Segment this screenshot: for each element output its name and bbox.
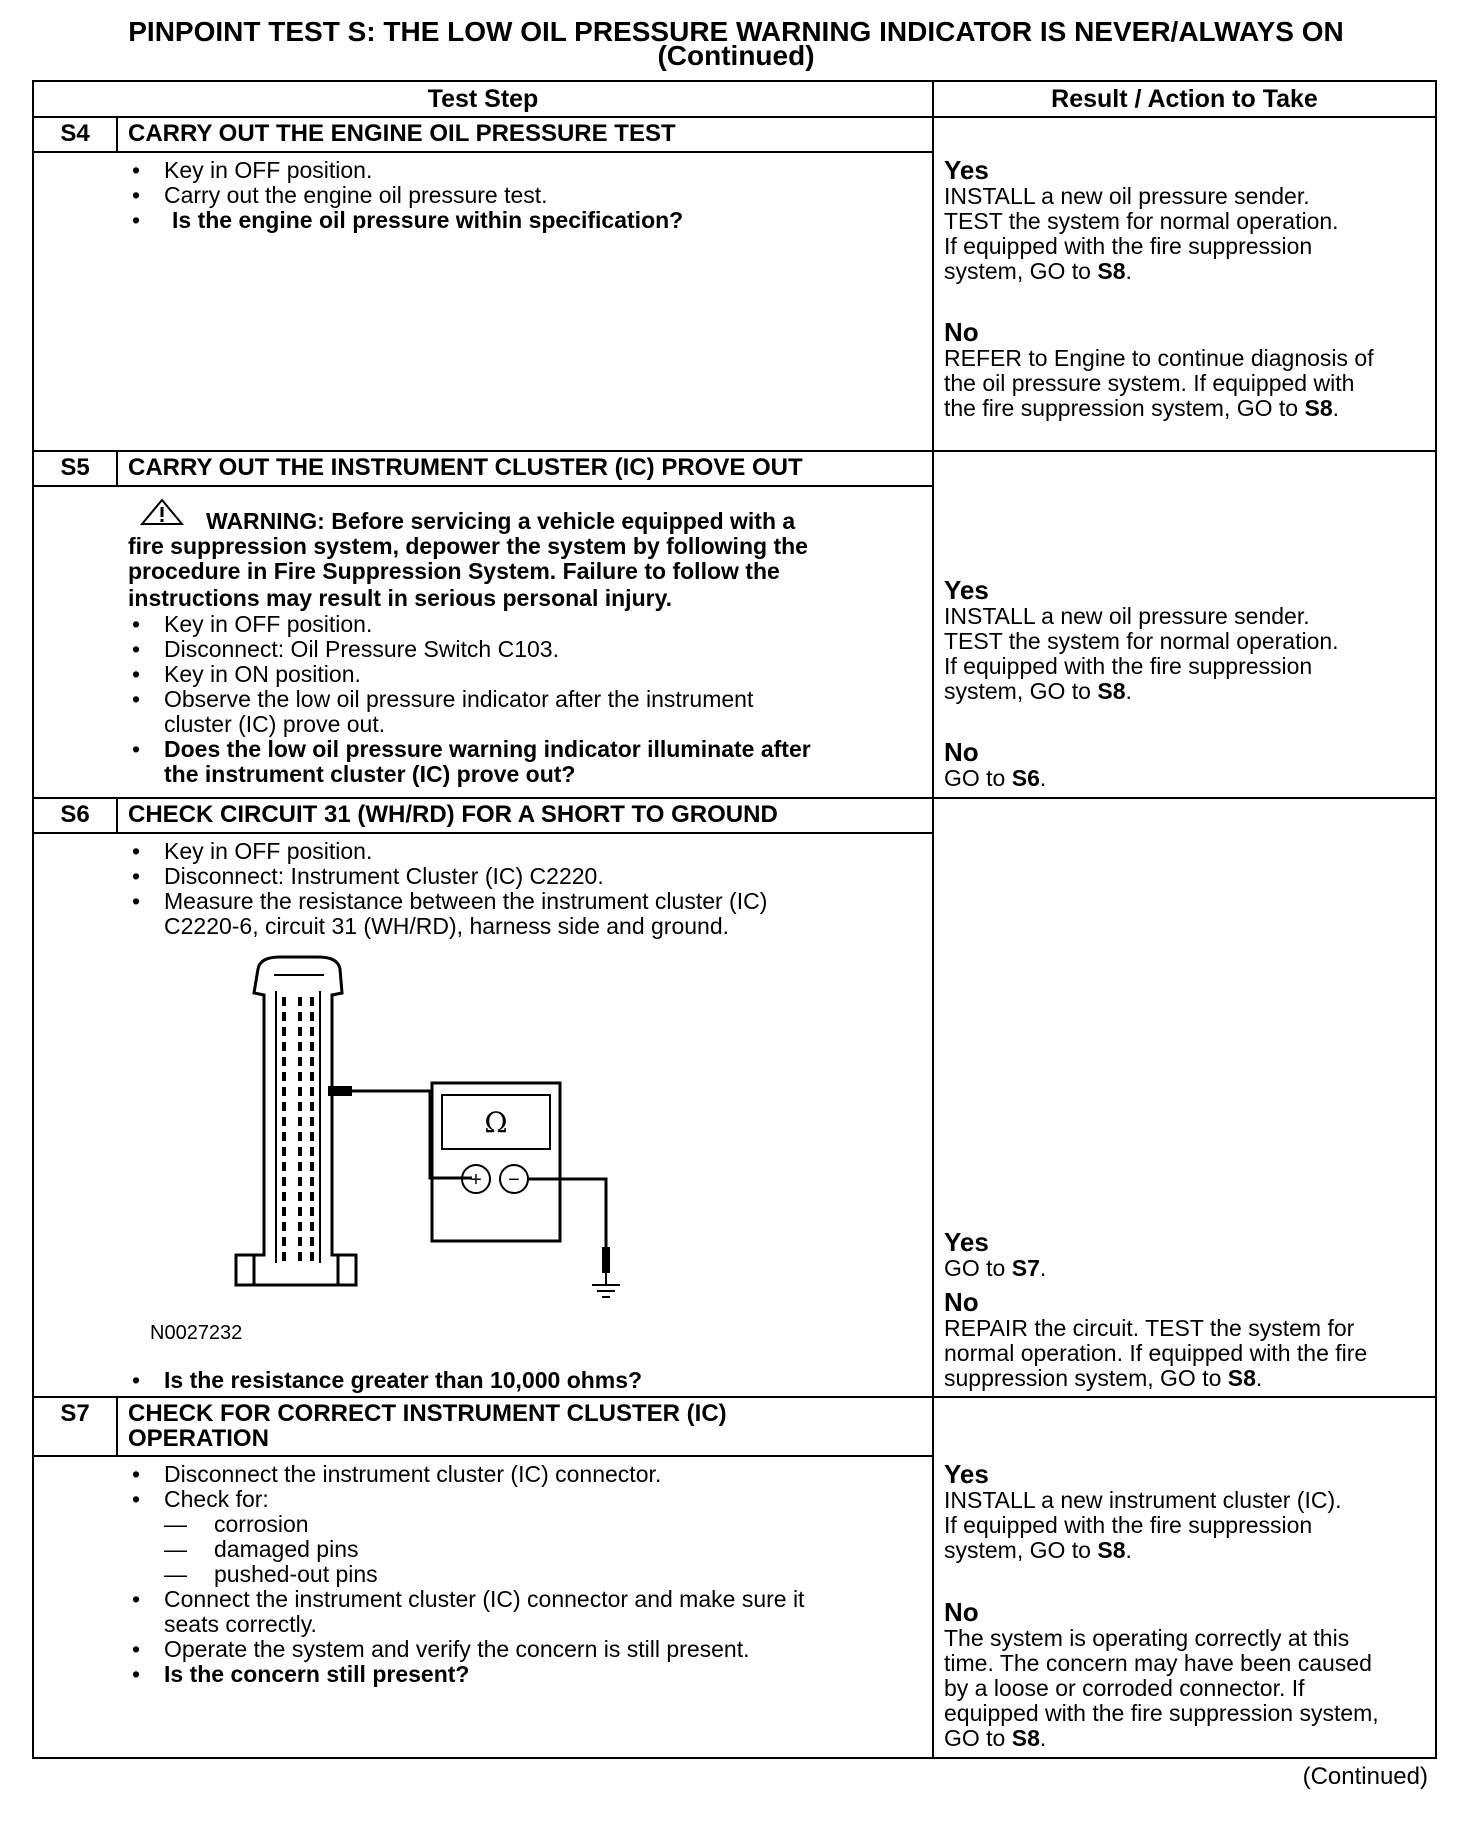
warning-triangle-icon xyxy=(140,498,184,526)
result-line: suppression system, GO to S8. xyxy=(944,1365,1263,1391)
bullet-icon: • xyxy=(132,888,141,914)
connector-pin xyxy=(282,1087,286,1096)
result-text: system, GO to xyxy=(944,678,1098,704)
connector-pin xyxy=(282,1222,286,1231)
list-item: Disconnect: Instrument Cluster (IC) C2220. xyxy=(164,863,604,889)
connector-pin xyxy=(298,1177,302,1186)
step-id-divider xyxy=(116,797,118,834)
result-text: GO to xyxy=(944,1255,1012,1281)
connector-pin xyxy=(310,1117,314,1126)
connector-pin xyxy=(282,1012,286,1021)
connector-pin xyxy=(298,1117,302,1126)
step-reference: S8 xyxy=(1097,678,1126,704)
list-item: Operate the system and verify the concern is still present. xyxy=(164,1636,750,1662)
yes-label: Yes xyxy=(944,1459,989,1489)
connector-pin xyxy=(282,1027,286,1036)
connector-pin xyxy=(310,1012,314,1021)
step-question: Is the engine oil pressure within specification? xyxy=(172,207,684,233)
header-rule xyxy=(32,116,1437,118)
bullet-icon: • xyxy=(132,636,141,662)
no-label: No xyxy=(944,1287,979,1317)
step-heading-rule xyxy=(32,1455,934,1457)
connector-pin xyxy=(310,1162,314,1171)
no-label: No xyxy=(944,1597,979,1627)
step-reference: S8 xyxy=(1304,395,1333,421)
connector-pin xyxy=(282,1147,286,1156)
dash-icon: — xyxy=(164,1536,187,1562)
bullet-icon: • xyxy=(132,838,141,864)
step-id-s5: S5 xyxy=(60,454,90,481)
result-line: system, GO to S8. xyxy=(944,1537,1132,1563)
step-question: the instrument cluster (IC) prove out? xyxy=(164,761,576,787)
connector-pin xyxy=(282,997,286,1006)
result-line: If equipped with the fire suppression xyxy=(944,233,1313,259)
dash-icon: — xyxy=(164,1561,187,1587)
list-item: Key in ON position. xyxy=(164,661,361,687)
connector-pin xyxy=(298,1237,302,1246)
yes-label: Yes xyxy=(944,1227,989,1257)
list-item: Disconnect: Oil Pressure Switch C103. xyxy=(164,636,559,662)
connector-pin xyxy=(310,1132,314,1141)
connector-pin xyxy=(282,1042,286,1051)
no-label: No xyxy=(944,737,979,767)
connector-pin xyxy=(298,1057,302,1066)
bullet-icon: • xyxy=(132,1586,141,1612)
warning-text: procedure in Fire Suppression System. Failure to follow the xyxy=(128,558,780,584)
connector-pin xyxy=(310,1057,314,1066)
connector-pin xyxy=(282,1102,286,1111)
header-test-step: Test Step xyxy=(427,85,539,113)
bullet-icon: • xyxy=(132,1461,141,1487)
connector-pin xyxy=(298,1087,302,1096)
step-reference: S8 xyxy=(1227,1365,1256,1391)
connector-meter-diagram xyxy=(220,955,720,1315)
bullet-icon: • xyxy=(132,1486,141,1512)
connector-pin xyxy=(310,1192,314,1201)
result-line: INSTALL a new oil pressure sender. xyxy=(944,183,1310,209)
result-line: REFER to Engine to continue diagnosis of xyxy=(944,345,1374,371)
list-item: Check for: xyxy=(164,1486,269,1512)
connector-pin xyxy=(310,1237,314,1246)
result-line: GO to S6. xyxy=(944,765,1047,791)
step-heading-rule xyxy=(32,832,934,834)
plus-terminal: + xyxy=(470,1169,482,1191)
list-item: cluster (IC) prove out. xyxy=(164,711,386,737)
connector-pin xyxy=(310,997,314,1006)
list-item: Disconnect the instrument cluster (IC) connector. xyxy=(164,1461,662,1487)
list-item: C2220-6, circuit 31 (WH/RD), harness side and ground. xyxy=(164,913,730,939)
result-line: the fire suppression system, GO to S8. xyxy=(944,395,1340,421)
step-id-divider xyxy=(116,1396,118,1457)
connector-pin xyxy=(298,1042,302,1051)
minus-terminal: − xyxy=(508,1169,520,1191)
bullet-icon: • xyxy=(132,661,141,687)
list-item: seats correctly. xyxy=(164,1611,317,1637)
bullet-icon: • xyxy=(132,157,141,183)
connector-pin xyxy=(298,1147,302,1156)
list-item: Measure the resistance between the instrument cluster (IC) xyxy=(164,888,768,914)
step-reference: S8 xyxy=(1097,258,1126,284)
connector-pin xyxy=(310,1207,314,1216)
list-item: Observe the low oil pressure indicator after the instrument xyxy=(164,686,754,712)
connector-pin xyxy=(310,1087,314,1096)
bullet-icon: • xyxy=(132,611,141,637)
result-line: INSTALL a new instrument cluster (IC). xyxy=(944,1487,1342,1513)
sub-list-item: damaged pins xyxy=(214,1536,359,1562)
connector-pin xyxy=(310,1102,314,1111)
result-line: The system is operating correctly at this xyxy=(944,1625,1350,1651)
step-question: Does the low oil pressure warning indicator illuminate after xyxy=(164,736,811,762)
connector-pin xyxy=(298,1207,302,1216)
step-heading-s7-cont: OPERATION xyxy=(128,1425,269,1452)
connector-pin xyxy=(298,1027,302,1036)
result-line: normal operation. If equipped with the fire xyxy=(944,1340,1368,1366)
step-heading-s6: CHECK CIRCUIT 31 (WH/RD) FOR A SHORT TO GROUND xyxy=(128,801,778,828)
result-line: the oil pressure system. If equipped with xyxy=(944,370,1355,396)
connector-pin xyxy=(298,1012,302,1021)
connector-pin xyxy=(310,1147,314,1156)
figure-id: N0027232 xyxy=(150,1322,243,1344)
connector-pin xyxy=(298,1132,302,1141)
step-separator xyxy=(32,450,1437,452)
step-separator xyxy=(32,1396,1437,1398)
connector-pin xyxy=(282,1252,286,1261)
connector-c2220-illustration xyxy=(236,957,356,1285)
step-reference: S7 xyxy=(1011,1255,1040,1281)
warning-text: WARNING: Before servicing a vehicle equipped with a xyxy=(206,508,796,534)
step-heading-rule xyxy=(32,151,934,153)
connector-pin xyxy=(298,1222,302,1231)
connector-pin xyxy=(310,1042,314,1051)
result-text: GO to xyxy=(944,765,1012,791)
sub-list-item: pushed-out pins xyxy=(214,1561,378,1587)
page-title: PINPOINT TEST S: THE LOW OIL PRESSURE WARNING INDICATOR IS NEVER/ALWAYS ON xyxy=(128,16,1344,47)
result-line: TEST the system for normal operation. xyxy=(944,208,1339,234)
connector-pin xyxy=(298,1102,302,1111)
result-line: If equipped with the fire suppression xyxy=(944,1512,1313,1538)
step-question: Is the resistance greater than 10,000 ohms? xyxy=(164,1367,643,1393)
step-question: Is the concern still present? xyxy=(164,1661,470,1687)
connector-pin xyxy=(298,1252,302,1261)
column-divider xyxy=(932,80,934,1759)
result-line: time. The concern may have been caused xyxy=(944,1650,1372,1676)
bullet-icon: • xyxy=(132,863,141,889)
bullet-icon: • xyxy=(132,1636,141,1662)
warning-text: fire suppression system, depower the system by following the xyxy=(128,533,808,559)
connector-pin xyxy=(282,1117,286,1126)
list-item: Carry out the engine oil pressure test. xyxy=(164,182,548,208)
result-text: GO to xyxy=(944,1725,1012,1751)
connector-pin xyxy=(282,1162,286,1171)
step-reference: S8 xyxy=(1011,1725,1040,1751)
yes-label: Yes xyxy=(944,575,989,605)
list-item: Key in OFF position. xyxy=(164,611,373,637)
result-line: equipped with the fire suppression system, xyxy=(944,1700,1379,1726)
step-id-divider xyxy=(116,450,118,487)
list-item: Key in OFF position. xyxy=(164,838,373,864)
ohm-symbol: Ω xyxy=(484,1106,508,1139)
dash-icon: — xyxy=(164,1511,187,1537)
result-text: system, GO to xyxy=(944,258,1098,284)
connector-pin xyxy=(310,1252,314,1261)
yes-label: Yes xyxy=(944,155,989,185)
header-result-action: Result / Action to Take xyxy=(1051,85,1318,113)
step-heading-s7: CHECK FOR CORRECT INSTRUMENT CLUSTER (IC) xyxy=(128,1400,727,1427)
step-heading-s5: CARRY OUT THE INSTRUMENT CLUSTER (IC) PROVE OUT xyxy=(128,454,803,481)
result-line: If equipped with the fire suppression xyxy=(944,653,1313,679)
step-heading-rule xyxy=(32,485,934,487)
step-id-divider xyxy=(116,116,118,153)
bullet-icon: • xyxy=(132,1661,141,1687)
result-line: INSTALL a new oil pressure sender. xyxy=(944,603,1310,629)
connector-pin xyxy=(298,1072,302,1081)
connector-pin xyxy=(310,1027,314,1036)
result-line: TEST the system for normal operation. xyxy=(944,628,1339,654)
step-reference: S8 xyxy=(1097,1537,1126,1563)
step-heading-s4: CARRY OUT THE ENGINE OIL PRESSURE TEST xyxy=(128,120,676,147)
connector-pin xyxy=(282,1057,286,1066)
bullet-icon: • xyxy=(132,1367,141,1393)
result-line: system, GO to S8. xyxy=(944,678,1132,704)
warning-text: instructions may result in serious personal injury. xyxy=(128,585,673,611)
result-text: suppression system, GO to xyxy=(944,1365,1228,1391)
list-item: Connect the instrument cluster (IC) connector and make sure it xyxy=(164,1586,805,1612)
ground-icon xyxy=(592,1285,620,1297)
connector-pin xyxy=(310,1177,314,1186)
connector-pin xyxy=(282,1132,286,1141)
connector-pin xyxy=(298,997,302,1006)
bullet-icon: • xyxy=(132,736,141,762)
connector-pin xyxy=(282,1177,286,1186)
connector-pin xyxy=(298,1162,302,1171)
bullet-icon: • xyxy=(132,182,141,208)
list-item: Key in OFF position. xyxy=(164,157,373,183)
step-reference: S6 xyxy=(1011,765,1040,791)
page-title-continued: (Continued) xyxy=(657,40,815,71)
bullet-icon: • xyxy=(132,686,141,712)
result-text: system, GO to xyxy=(944,1537,1098,1563)
connector-pin xyxy=(282,1237,286,1246)
step-separator xyxy=(32,797,1437,799)
result-line: system, GO to S8. xyxy=(944,258,1132,284)
connector-pin xyxy=(282,1072,286,1081)
bullet-icon: • xyxy=(132,207,141,233)
connector-pin xyxy=(282,1192,286,1201)
connector-pin xyxy=(310,1072,314,1081)
result-text: the fire suppression system, GO to xyxy=(944,395,1305,421)
result-line: GO to S7. xyxy=(944,1255,1047,1281)
step-id-s7: S7 xyxy=(60,1400,90,1427)
result-line: GO to S8. xyxy=(944,1725,1047,1751)
step-id-s4: S4 xyxy=(60,120,90,147)
connector-pin xyxy=(298,1192,302,1201)
sub-list-item: corrosion xyxy=(214,1511,309,1537)
no-label: No xyxy=(944,317,979,347)
result-line: REPAIR the circuit. TEST the system for xyxy=(944,1315,1355,1341)
result-line: by a loose or corroded connector. If xyxy=(944,1675,1305,1701)
connector-pin xyxy=(282,1207,286,1216)
step-id-s6: S6 xyxy=(60,801,90,828)
footer-continued: (Continued) xyxy=(1302,1763,1428,1790)
connector-pin xyxy=(310,1222,314,1231)
